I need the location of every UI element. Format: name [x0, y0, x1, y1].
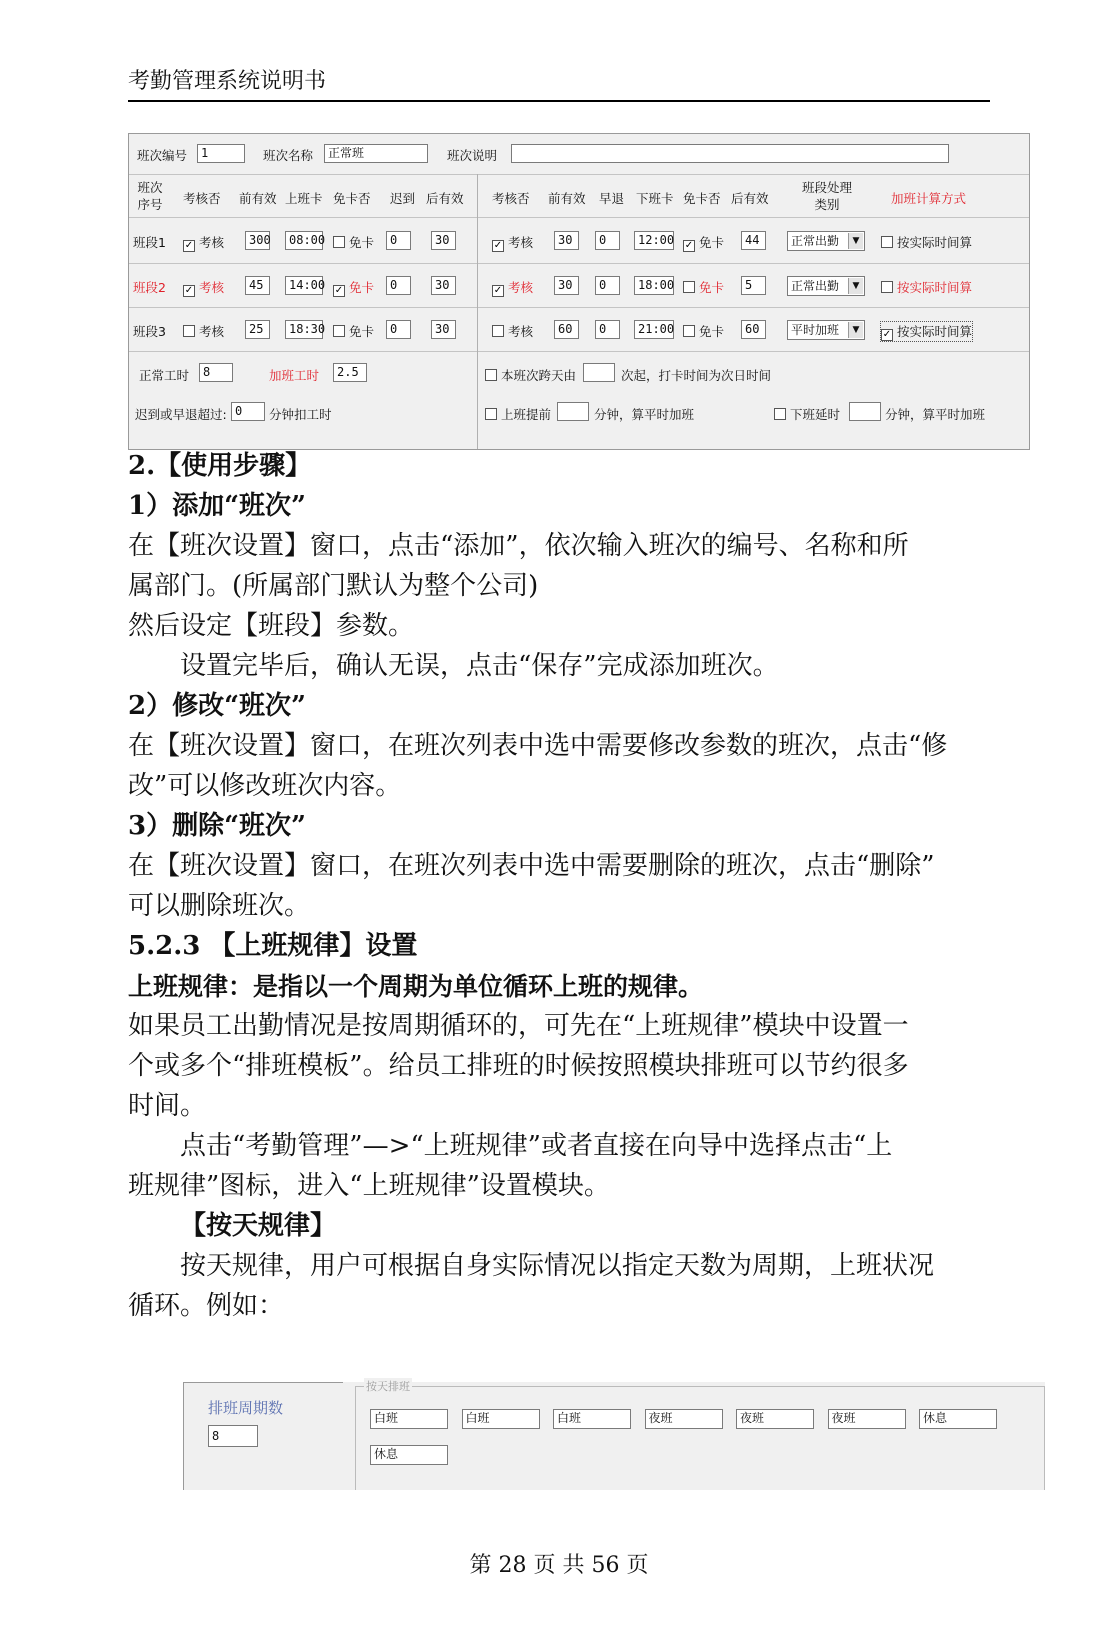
- paragraph-line: 个或多个“排班模板”。给员工排班的时候按照模块排班可以节约很多: [128, 1051, 909, 1081]
- col-type: 班段处理类别: [801, 180, 852, 212]
- late-input[interactable]: 0: [386, 320, 411, 339]
- ot-hours-label: 加班工时: [269, 368, 320, 383]
- on-check-label: 考核: [199, 324, 225, 339]
- ot-calc-option[interactable]: [881, 233, 972, 251]
- ot-hours-input[interactable]: 2.5: [333, 363, 367, 382]
- ot-calc-label: 按实际时间算: [897, 280, 973, 295]
- section-heading: 2.【使用步骤】: [128, 451, 312, 481]
- day-shift-input[interactable]: 白班: [553, 1409, 631, 1429]
- paragraph-line: 设置完毕后，确认无误，点击“保存”完成添加班次。: [180, 651, 779, 681]
- on-free-checkbox[interactable]: [333, 236, 345, 248]
- cross-day-suffix: 次起，打卡时间为次日时间: [621, 368, 772, 383]
- col-late: 迟到: [390, 191, 416, 206]
- divider: [129, 263, 1029, 264]
- shift-code-input[interactable]: 1: [197, 144, 245, 163]
- cycle-panel: [183, 1382, 1045, 1490]
- col-ot: 加班计算方式: [891, 191, 967, 206]
- off-time-input[interactable]: 12:00: [634, 231, 674, 250]
- off-check-label: 考核: [508, 280, 534, 295]
- ot-calc-checkbox[interactable]: [881, 236, 893, 248]
- off-check[interactable]: [492, 278, 533, 297]
- off-check-label: 考核: [508, 235, 534, 250]
- segment-type-select[interactable]: [787, 276, 865, 296]
- paragraph-line: 在【班次设置】窗口，在班次列表中选中需要修改参数的班次，点击“修: [128, 731, 948, 761]
- divider: [129, 307, 1029, 308]
- late-off-checkbox[interactable]: [774, 408, 786, 420]
- day-shift-input[interactable]: 白班: [462, 1409, 540, 1429]
- off-free-label: 免卡: [699, 280, 725, 295]
- page-footer: 第 28 页 共 56 页: [469, 1553, 649, 1578]
- early-input[interactable]: 0: [595, 231, 620, 250]
- shift-desc-label: 班次说明: [447, 148, 498, 163]
- late-deduct-label: 迟到或早退超过:: [135, 407, 227, 422]
- segment-label: 班段3: [133, 324, 166, 339]
- col-on-check: 考核否: [183, 191, 221, 206]
- col-off-free: 免卡否: [683, 191, 721, 206]
- ot-calc-option[interactable]: [881, 322, 972, 341]
- early-on-input[interactable]: [557, 402, 589, 421]
- segment-type-value: 平时加班: [791, 323, 840, 337]
- late-input[interactable]: 0: [386, 276, 411, 295]
- early-on-suffix: 分钟，算平时加班: [594, 407, 695, 422]
- on-time-input[interactable]: 18:30: [285, 320, 323, 339]
- divider: [477, 351, 478, 449]
- off-before-input[interactable]: 30: [554, 231, 579, 250]
- section-heading: 3）删除“班次”: [128, 811, 307, 841]
- period-label: 排班周期数: [208, 1399, 284, 1417]
- off-check-checkbox[interactable]: [492, 325, 504, 337]
- on-check-label: 考核: [199, 235, 225, 250]
- day-shift-input[interactable]: 夜班: [736, 1409, 814, 1429]
- on-free[interactable]: [333, 278, 374, 297]
- on-check-checkbox[interactable]: ✓: [184, 240, 194, 251]
- off-check-label: 考核: [508, 324, 534, 339]
- paragraph-line: 点击“考勤管理”—>“上班规律”或者直接在向导中选择点击“上: [180, 1131, 893, 1161]
- paragraph-line: 循环。例如：: [128, 1291, 285, 1321]
- section-heading: 上班规律：是指以一个周期为单位循环上班的规律。: [128, 972, 704, 1001]
- cross-day-input[interactable]: [583, 363, 615, 382]
- off-free-label: 免卡: [699, 235, 725, 250]
- shift-code-label: 班次编号: [137, 148, 188, 163]
- col-on-before: 前有效: [239, 191, 277, 206]
- divider: [129, 351, 1029, 352]
- on-before-input[interactable]: 25: [245, 320, 270, 339]
- chevron-down-icon[interactable]: ▼: [848, 278, 863, 294]
- header-rule: [128, 100, 990, 102]
- late-deduct-input[interactable]: 0: [231, 402, 265, 421]
- chevron-down-icon[interactable]: ▼: [848, 233, 863, 249]
- early-on-label: 上班提前: [501, 407, 552, 422]
- segment-label: 班段2: [133, 280, 166, 295]
- paragraph-line: 如果员工出勤情况是按周期循环的，可先在“上班规律”模块中设置一: [128, 1011, 909, 1041]
- late-off-input[interactable]: [849, 402, 881, 421]
- col-off-check: 考核否: [492, 191, 530, 206]
- on-free-checkbox[interactable]: [333, 325, 345, 337]
- day-shift-input[interactable]: 休息: [370, 1445, 448, 1465]
- off-check-checkbox[interactable]: ✓: [493, 240, 503, 251]
- ot-calc-label: 按实际时间算: [897, 324, 973, 339]
- ot-calc-label: 按实际时间算: [897, 235, 973, 250]
- col-on-time: 上班卡: [285, 191, 323, 206]
- section-heading: 2）修改“班次”: [128, 691, 307, 721]
- col-on-free: 免卡否: [333, 191, 371, 206]
- late-off-option[interactable]: [774, 405, 840, 423]
- divider: [477, 174, 478, 351]
- on-free-label: 免卡: [349, 280, 375, 295]
- on-after-input[interactable]: 30: [431, 231, 456, 250]
- on-check[interactable]: [183, 322, 224, 340]
- day-schedule-group: [355, 1380, 1045, 1490]
- on-before-input[interactable]: 45: [245, 276, 270, 295]
- early-input[interactable]: 0: [595, 276, 620, 295]
- cross-day-checkbox[interactable]: [485, 369, 497, 381]
- on-after-input[interactable]: 30: [431, 276, 456, 295]
- off-free[interactable]: [683, 233, 724, 252]
- cross-day-option[interactable]: [485, 366, 576, 384]
- late-input[interactable]: 0: [386, 231, 411, 250]
- chevron-down-icon[interactable]: ▼: [848, 322, 863, 338]
- off-free[interactable]: [683, 278, 724, 296]
- off-time-input[interactable]: 18:00: [634, 276, 674, 295]
- segment-type-value: 正常出勤: [791, 279, 840, 293]
- early-on-checkbox[interactable]: [485, 408, 497, 420]
- shift-name-input[interactable]: 正常班: [324, 144, 428, 163]
- segment-type-select[interactable]: [787, 320, 865, 340]
- off-check[interactable]: [492, 322, 533, 340]
- ot-calc-checkbox[interactable]: [881, 281, 893, 293]
- off-free-checkbox[interactable]: ✓: [684, 240, 694, 251]
- early-on-option[interactable]: [485, 405, 551, 423]
- off-free[interactable]: [683, 322, 724, 340]
- off-check-checkbox[interactable]: ✓: [493, 285, 503, 296]
- section-heading: 5.2.3 【上班规律】设置: [128, 931, 418, 961]
- off-after-input[interactable]: 5: [741, 276, 766, 295]
- paragraph-line: 在【班次设置】窗口，点击“添加”，依次输入班次的编号、名称和所: [128, 531, 909, 561]
- divider: [129, 217, 1029, 218]
- segment-type-value: 正常出勤: [791, 234, 840, 248]
- off-check[interactable]: [492, 233, 533, 252]
- col-on-after: 后有效: [426, 191, 464, 206]
- divider: [129, 174, 1029, 175]
- off-time-input[interactable]: 21:00: [634, 320, 674, 339]
- off-before-input[interactable]: 30: [554, 276, 579, 295]
- late-off-label: 下班延时: [790, 407, 841, 422]
- paragraph-line: 然后设定【班段】参数。: [128, 611, 415, 641]
- paragraph-line: 在【班次设置】窗口，在班次列表中选中需要删除的班次，点击“删除”: [128, 851, 935, 881]
- cross-day-label: 本班次跨天由: [501, 368, 577, 383]
- col-seq: 班次序号: [137, 180, 163, 212]
- paragraph-line: 属部门。(所属部门默认为整个公司): [128, 571, 539, 601]
- shift-settings-panel: [128, 133, 1030, 450]
- off-free-checkbox[interactable]: [683, 281, 695, 293]
- on-check[interactable]: [183, 233, 224, 252]
- on-check-checkbox[interactable]: [183, 325, 195, 337]
- section-heading: 【按天规律】: [180, 1211, 337, 1241]
- day-shift-input[interactable]: 休息: [919, 1409, 997, 1429]
- on-free-label: 免卡: [349, 324, 375, 339]
- col-off-time: 下班卡: [636, 191, 674, 206]
- ot-calc-option[interactable]: [881, 278, 972, 296]
- on-free[interactable]: [333, 322, 374, 340]
- period-input[interactable]: 8: [208, 1425, 258, 1447]
- normal-hours-input[interactable]: 8: [199, 363, 233, 382]
- on-free-checkbox[interactable]: ✓: [334, 285, 344, 296]
- day-shift-input[interactable]: 白班: [370, 1409, 448, 1429]
- on-free[interactable]: [333, 233, 374, 251]
- normal-hours-label: 正常工时: [139, 368, 190, 383]
- early-input[interactable]: 0: [595, 320, 620, 339]
- col-early: 早退: [599, 191, 625, 206]
- day-shift-input[interactable]: 夜班: [828, 1409, 906, 1429]
- on-before-input[interactable]: 300: [245, 231, 270, 250]
- paragraph-line: 按天规律，用户可根据自身实际情况以指定天数为周期，上班状况: [180, 1251, 935, 1281]
- on-time-input[interactable]: 08:00: [285, 231, 323, 250]
- col-off-after: 后有效: [731, 191, 769, 206]
- on-check-checkbox[interactable]: ✓: [184, 285, 194, 296]
- shift-name-label: 班次名称: [263, 148, 314, 163]
- section-heading: 1）添加“班次”: [128, 491, 307, 521]
- shift-desc-input[interactable]: [511, 144, 949, 163]
- paragraph-line: 改”可以修改班次内容。: [128, 771, 402, 801]
- on-check-label: 考核: [199, 280, 225, 295]
- col-off-before: 前有效: [548, 191, 586, 206]
- late-deduct-suffix: 分钟扣工时: [269, 407, 332, 422]
- paragraph-line: 可以删除班次。: [128, 891, 311, 921]
- off-free-label: 免卡: [699, 324, 725, 339]
- period-box: [183, 1382, 343, 1490]
- ot-calc-checkbox[interactable]: ✓: [882, 329, 892, 340]
- day-shift-input[interactable]: 夜班: [645, 1409, 723, 1429]
- on-time-input[interactable]: 14:00: [285, 276, 323, 295]
- on-check[interactable]: [183, 278, 224, 297]
- off-free-checkbox[interactable]: [683, 325, 695, 337]
- late-off-suffix: 分钟，算平时加班: [885, 407, 986, 422]
- on-free-label: 免卡: [349, 235, 375, 250]
- group-label: 按天排班: [366, 1380, 410, 1393]
- segment-label: 班段1: [133, 235, 166, 250]
- segment-type-select[interactable]: [787, 231, 865, 251]
- off-after-input[interactable]: 44: [741, 231, 766, 250]
- page-header: 考勤管理系统说明书: [128, 69, 327, 94]
- off-before-input[interactable]: 60: [554, 320, 579, 339]
- off-after-input[interactable]: 60: [741, 320, 766, 339]
- on-after-input[interactable]: 30: [431, 320, 456, 339]
- paragraph-line: 班规律”图标，进入“上班规律”设置模块。: [128, 1171, 610, 1201]
- paragraph-line: 时间。: [128, 1091, 207, 1121]
